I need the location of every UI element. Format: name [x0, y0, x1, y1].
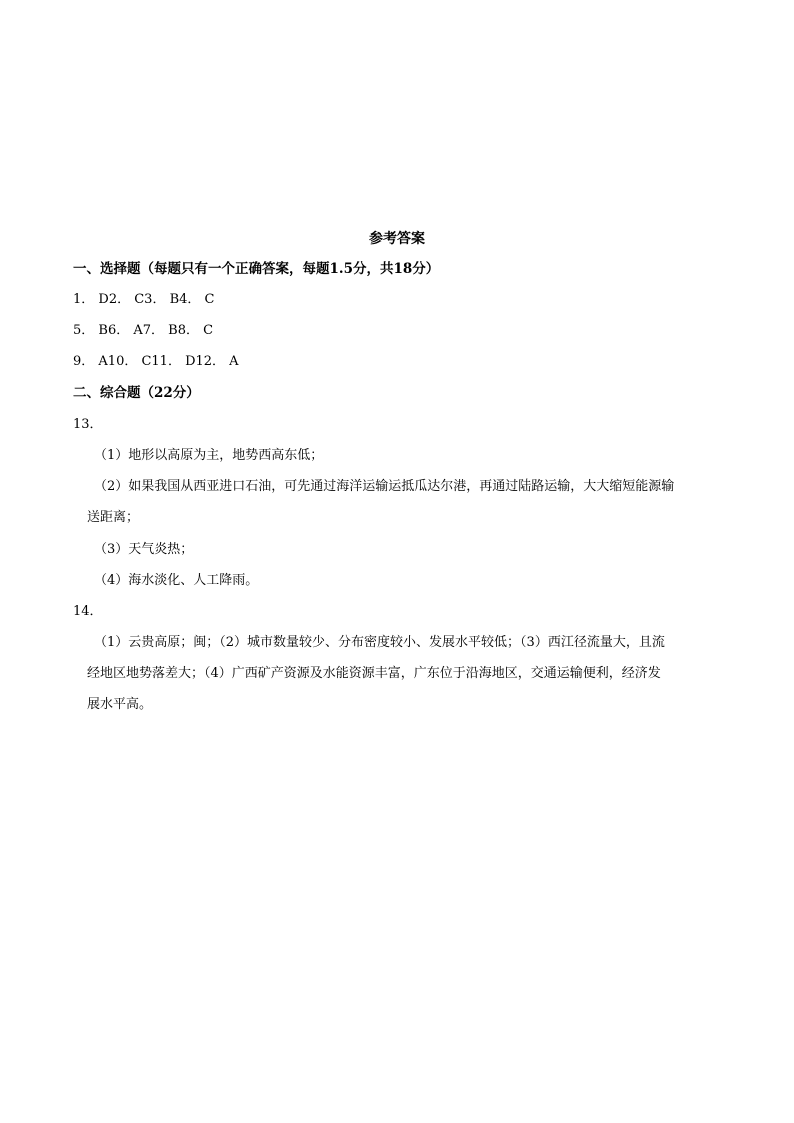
q13-answer-3: （3）天气炎热； — [94, 542, 194, 557]
q13-answer-1: （1）地形以高原为主，地势西高东低； — [94, 448, 324, 463]
q14-line-1: （1）云贵高原；闽；（2）城市数量较少、分布密度较小、发展水平较低；（3）西江径流量大，且流 — [94, 635, 665, 650]
answer-row-1: 1． D2． C3． B4． C — [73, 292, 215, 307]
page-title: 参考答案 — [369, 231, 425, 247]
question-13-number: 13． — [73, 417, 103, 432]
question-14-number: 14． — [73, 604, 103, 619]
answer-row-3: 9． A10． C11． D12． A — [73, 354, 239, 369]
q14-line-2: 经地区地势落差大；（4）广西矿产资源及水能资源丰富，广东位于沿海地区，交通运输便利，经济发 — [87, 666, 661, 681]
answer-row-2: 5． B6． A7． B8． C — [73, 323, 214, 338]
q14-line-3: 展水平高。 — [87, 697, 153, 712]
section-heading-comprehensive: 二、综合题（22分） — [73, 385, 200, 401]
q13-answer-2: （2）如果我国从西亚进口石油，可先通过海洋运输运抵瓜达尔港，再通过陆路运输，大大缩短能源输 — [94, 479, 675, 494]
section-heading-multiple-choice: 一、选择题（每题只有一个正确答案，每题1.5分，共18分） — [73, 261, 440, 277]
q13-answer-4: （4）海水淡化、人工降雨。 — [94, 573, 259, 588]
q13-answer-2-continuation: 送距离； — [87, 510, 140, 525]
